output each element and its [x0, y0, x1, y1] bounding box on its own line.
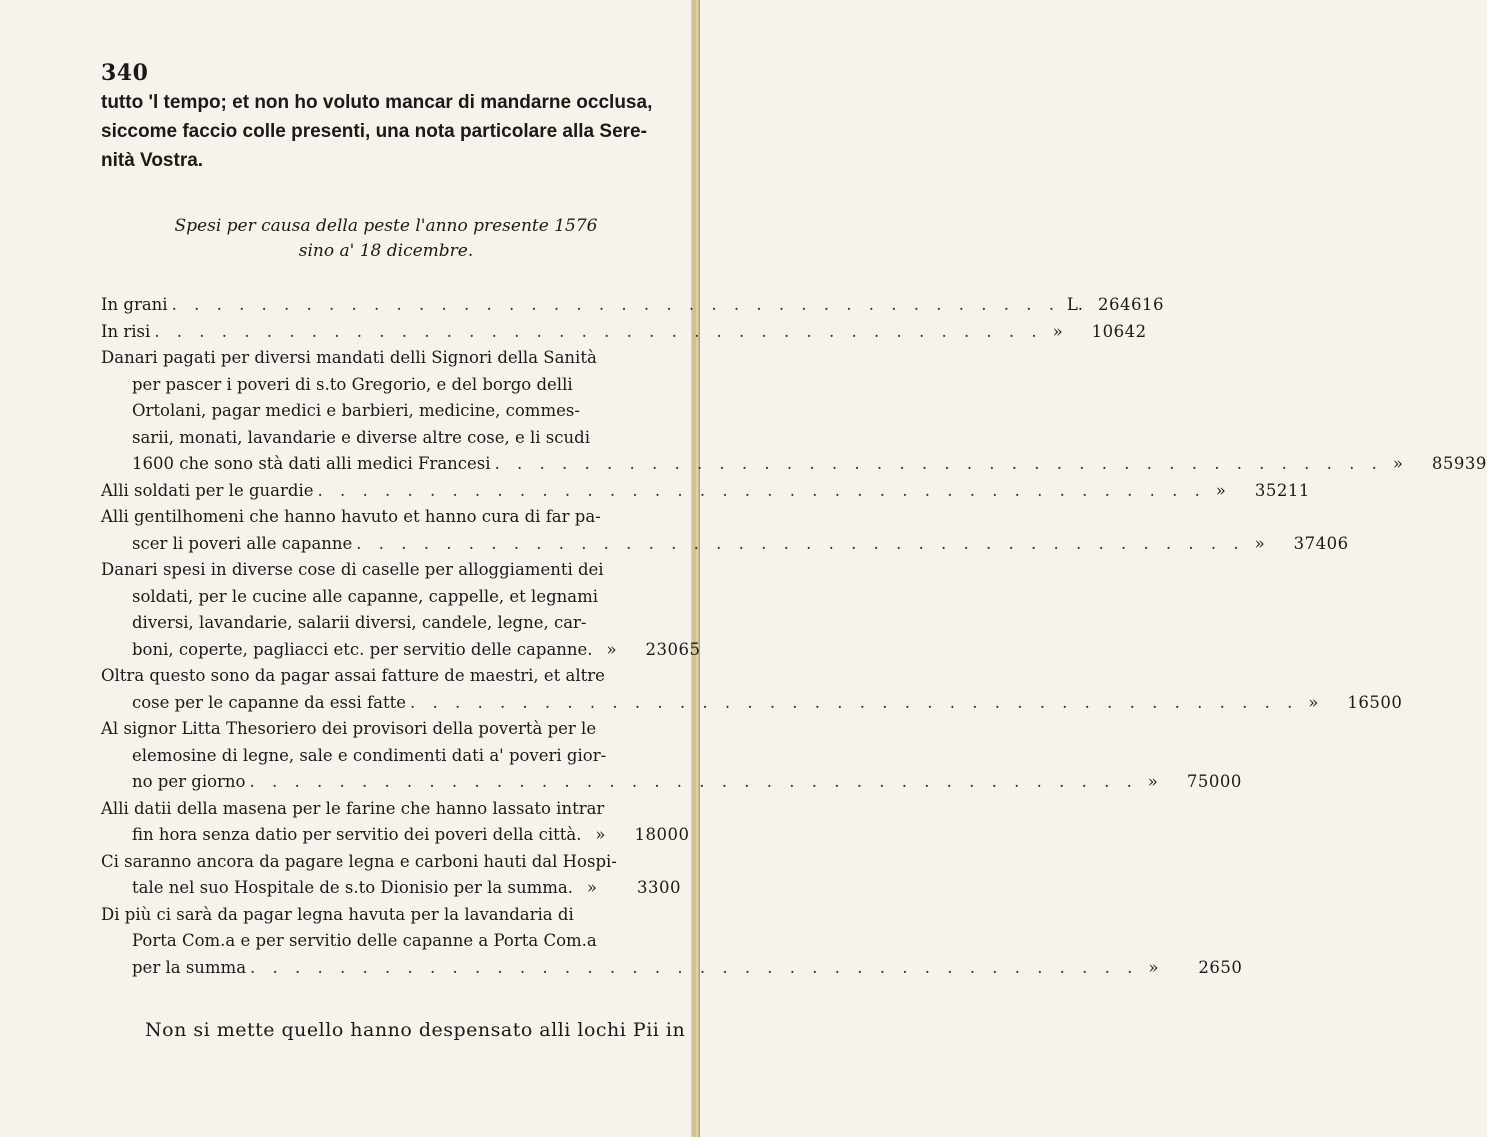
expense-entry — [101, 902, 1243, 982]
leader-dots: . . . . . . . . . . . . . . . . . . . . . . . . . . . . . . . . . . . . . . . . — [154, 321, 1043, 341]
currency-mark: » — [1308, 692, 1319, 712]
expense-amount: 16500 — [1347, 692, 1403, 712]
expense-line — [101, 425, 671, 452]
expense-text: sarii, monati, lavandarie e diverse altre cose, e li scudi — [132, 427, 590, 447]
expense-text: Ci saranno ancora da pagare legna e carboni hauti dal Hospi- — [101, 851, 617, 871]
expense-list — [101, 292, 1487, 981]
expense-line — [101, 928, 671, 955]
expense-line — [101, 743, 671, 770]
expense-entry — [101, 796, 690, 849]
intro-line: siccome faccio colle presenti, una nota particolare alla Sere- — [101, 121, 647, 142]
expense-text: Al signor Litta Thesoriero dei provisori della povertà per le — [101, 719, 597, 738]
expense-text: elemosine di legne, sale e condimenti dati a' poveri gior- — [132, 745, 607, 765]
expense-text: diversi, lavandarie, salarii diversi, candele, legne, car- — [132, 613, 587, 632]
expense-line — [101, 478, 1310, 505]
currency-mark: L. — [1066, 295, 1084, 314]
expense-line — [101, 319, 1147, 346]
intro-paragraph — [101, 88, 671, 175]
expense-amount: 75000 — [1186, 772, 1242, 791]
expense-line — [101, 398, 671, 425]
expense-heading — [101, 214, 671, 264]
expense-text: cose per le capanne da essi fatte — [132, 692, 406, 712]
currency-mark: » — [1215, 480, 1226, 500]
expense-entry — [101, 557, 701, 663]
leader-dots: . . . . . . . . . . . . . . . . . . . . . . . . . . . . . . . . . . . . . . . . — [409, 692, 1299, 712]
currency-mark: » — [1148, 957, 1159, 977]
expense-text: no per giorno — [132, 772, 246, 791]
expense-text: Alli datii della masena per le farine che hanno lassato intrar — [101, 798, 605, 818]
expense-text: 1600 che sono stà dati alli medici Francesi — [132, 454, 491, 473]
currency-mark: » — [586, 878, 598, 897]
expense-text: Alli soldati per le guardie — [101, 480, 314, 500]
expense-line — [101, 849, 671, 876]
expense-text: Ortolani, pagar medici e barbieri, medicine, commes- — [132, 401, 580, 420]
expense-line — [101, 690, 1403, 717]
expense-line — [101, 345, 671, 372]
expense-line — [101, 955, 1243, 982]
leader-dots: . . . . . . . . . . . . . . . . . . . . . . . . . . . . . . . . . . . . . . . . — [249, 772, 1138, 791]
expense-text: Danari pagati per diversi mandati delli Signori della Sanità — [101, 348, 597, 367]
heading-line: sino a' 18 dicembre. — [298, 241, 474, 261]
expense-line — [101, 875, 681, 902]
expense-line — [101, 372, 671, 399]
expense-amount: 37406 — [1293, 533, 1349, 553]
expense-line — [101, 292, 1164, 319]
expense-line — [101, 637, 701, 664]
expense-line — [101, 663, 671, 690]
expense-text: soldati, per le cucine alle capanne, cappelle, et legnami — [132, 586, 599, 606]
expense-text: Porta Com.a e per servitio delle capanne a Porta Com.a — [132, 931, 597, 950]
expense-line — [101, 610, 671, 637]
expense-amount: 18000 — [634, 825, 690, 844]
expense-line — [101, 716, 671, 743]
leader-dots: . . . . . . . . . . . . . . . . . . . . . . . . . . . . . . . . . . . . . . . . — [356, 533, 1245, 553]
expense-amount: 35211 — [1254, 480, 1310, 500]
expense-entry — [101, 849, 681, 902]
currency-mark: » — [606, 639, 617, 659]
currency-mark: » — [1147, 772, 1158, 791]
expense-text: Alli gentilhomeni che hanno havuto et hanno cura di far pa- — [101, 507, 601, 526]
expense-entry — [101, 504, 1349, 557]
leader-dots: . . . . . . . . . . . . . . . . . . . . . . . . . . . . . . . . . . . . . . . . — [171, 295, 1060, 314]
expense-amount: 264616 — [1097, 295, 1164, 314]
intro-line: tutto 'l tempo; et non ho voluto mancar di mandarne occlusa, — [101, 92, 653, 113]
expense-line — [101, 531, 1349, 558]
expense-amount: 23065 — [645, 639, 701, 659]
expense-entry — [101, 663, 1403, 716]
expense-entry — [101, 478, 1310, 505]
expense-line — [101, 769, 1242, 796]
expense-text: In risi — [101, 321, 151, 341]
expense-line — [101, 504, 671, 531]
footer-text: Non si mette quello hanno despensato alli lochi Pii in — [145, 1019, 686, 1041]
currency-mark: » — [1392, 454, 1403, 473]
expense-line — [101, 557, 671, 584]
expense-entry — [101, 319, 1147, 346]
currency-mark: » — [595, 825, 606, 844]
currency-mark: » — [1052, 321, 1063, 341]
expense-entry — [101, 292, 1164, 319]
page-number: 340 — [101, 60, 149, 86]
expense-text: Danari spesi in diverse cose di caselle per alloggiamenti dei — [101, 560, 604, 579]
leader-dots: . . . . . . . . . . . . . . . . . . . . . . . . . . . . . . . . . . . . . . . . — [250, 957, 1139, 977]
expense-amount: 85939 — [1431, 454, 1487, 473]
expense-text: In grani — [101, 295, 168, 314]
expense-text: fin hora senza datio per servitio dei poveri della città. — [132, 825, 582, 844]
expense-entry — [101, 716, 1242, 796]
expense-line — [101, 902, 671, 929]
expense-text: per la summa — [132, 957, 247, 977]
expense-text: Oltra questo sono da pagar assai fatture de maestri, et altre — [101, 666, 605, 685]
expense-line — [101, 796, 671, 823]
leader-dots: . . . . . . . . . . . . . . . . . . . . . . . . . . . . . . . . . . . . . . . . — [317, 480, 1206, 500]
expense-amount: 2650 — [1198, 957, 1243, 977]
expense-line — [101, 822, 690, 849]
heading-line: Spesi per causa della peste l'anno presente 1576 — [174, 216, 598, 236]
currency-mark: » — [1254, 533, 1265, 553]
expense-line — [101, 584, 671, 611]
expense-text: boni, coperte, pagliacci etc. per servitio delle capanne. — [132, 639, 593, 659]
expense-amount: 3300 — [636, 878, 681, 897]
expense-text: Di più ci sarà da pagar legna havuta per la lavandaria di — [101, 904, 574, 924]
intro-line: nità Vostra. — [101, 150, 204, 171]
leader-dots: . . . . . . . . . . . . . . . . . . . . . . . . . . . . . . . . . . . . . . . . — [494, 454, 1383, 473]
expense-text: scer li poveri alle capanne — [132, 533, 353, 553]
expense-amount: 10642 — [1091, 321, 1147, 341]
expense-entry — [101, 345, 1487, 478]
expense-text: per pascer i poveri di s.to Gregorio, e del borgo delli — [132, 374, 573, 394]
expense-line — [101, 451, 1487, 478]
expense-text: tale nel suo Hospitale de s.to Dionisio per la summa. — [132, 878, 573, 897]
